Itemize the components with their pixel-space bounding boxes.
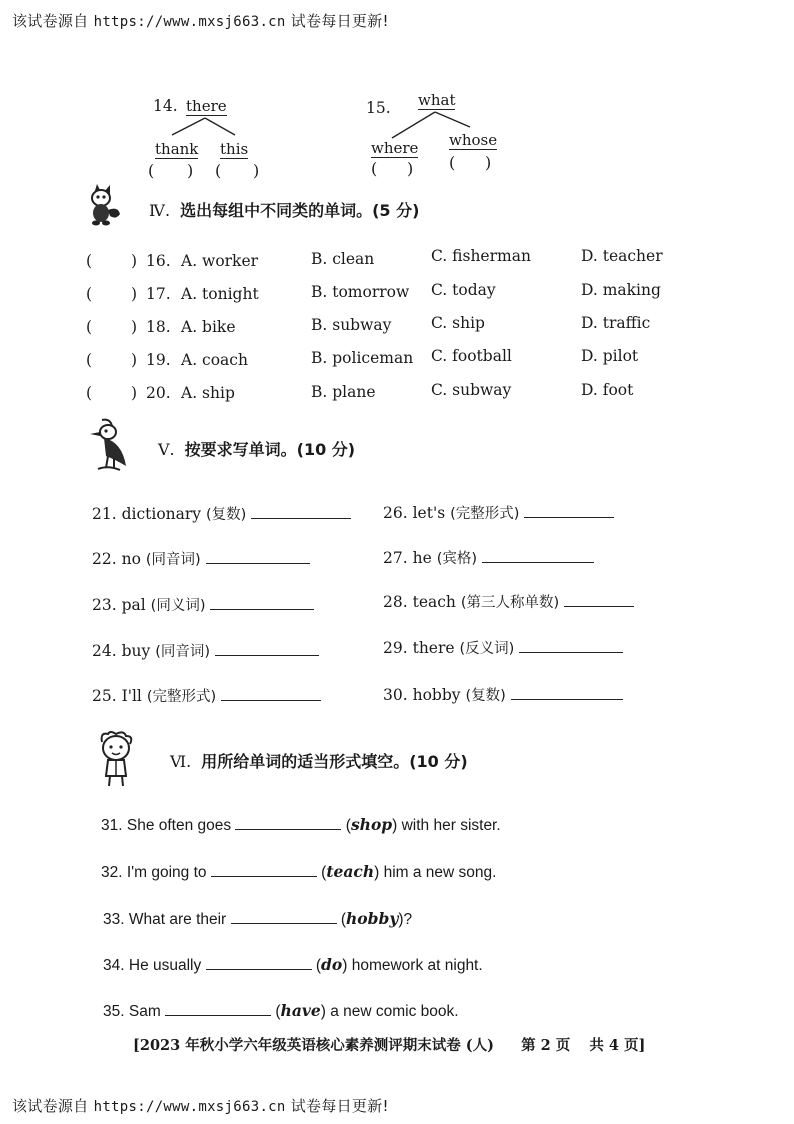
answer-paren-close: ) [131, 252, 138, 270]
section-number: Ⅴ. [158, 440, 175, 459]
question-number: 31. [101, 817, 123, 834]
word-hint: (完整形式) [450, 506, 520, 522]
section-5-heading [158, 437, 355, 460]
question-number: 19. [146, 351, 171, 369]
question-number: 33. [103, 911, 125, 928]
keyword-paren-open: ( [275, 1003, 281, 1020]
banner-prefix: 该试卷源自 [12, 1097, 89, 1115]
exam-title: [2023 年秋小学六年级英语核心素养测评期末试卷 (人) [133, 1037, 495, 1054]
sentence-before: Sam [128, 1003, 161, 1020]
tree-top-word: what [418, 91, 456, 109]
option-d: D. traffic [581, 314, 651, 332]
word-hint: (复数) [465, 688, 506, 704]
word-hint: (同义词) [150, 598, 206, 614]
answer-paren-open: ( [86, 285, 93, 303]
tree-top-word: there [186, 97, 227, 115]
answer-blank[interactable] [231, 909, 337, 924]
question-number: 28. [383, 593, 408, 611]
tree-left-word: where [371, 139, 419, 157]
sentence-after: homework at night. [351, 957, 483, 974]
keyword-paren-open: ( [315, 957, 322, 974]
question-number: 27. [383, 549, 408, 567]
option-b: B. subway [311, 316, 392, 334]
sentence-before: What are their [128, 911, 227, 928]
fill-item-33 [103, 909, 412, 929]
answer-paren-open: ( [86, 351, 93, 369]
word-hint: (同音词) [155, 644, 211, 660]
answer-blank[interactable] [165, 1001, 271, 1016]
word-item-27 [383, 547, 594, 568]
tree-right-word: whose [449, 131, 498, 149]
bottom-banner [12, 1095, 389, 1116]
section-number: Ⅳ. [149, 201, 171, 220]
tree-left-word: thank [155, 140, 199, 158]
option-d: D. pilot [581, 347, 639, 365]
question-number: 35. [103, 1003, 125, 1020]
option-c: C. fisherman [431, 247, 531, 265]
given-keyword: have [280, 1001, 321, 1020]
page-number: 第 2 页 [521, 1037, 571, 1054]
given-word: dictionary [121, 505, 202, 523]
word-item-22 [92, 548, 310, 569]
question-number: 16. [146, 252, 171, 270]
question-number: 18. [146, 318, 171, 336]
section-title: 选出每组中不同类的单词。(5 分) [180, 201, 420, 220]
fill-item-31 [101, 815, 501, 835]
sentence-before: I'm going to [126, 864, 207, 881]
option-a: A. bike [181, 318, 236, 336]
word-hint: (复数) [206, 507, 247, 523]
answer-blank[interactable] [211, 862, 317, 877]
given-word: let's [412, 504, 446, 522]
question-number: 29. [383, 639, 408, 657]
answer-paren-open: ( [148, 161, 155, 180]
cartoon-child-icon [96, 730, 140, 790]
tree-right-word: this [220, 140, 249, 158]
option-c: C. ship [431, 314, 485, 332]
question-number: 32. [101, 864, 123, 881]
answer-blank[interactable] [511, 685, 623, 700]
cartoon-bird-icon [88, 416, 132, 474]
question-number: 24. [92, 642, 117, 660]
keyword-paren-close: ) [320, 1003, 326, 1020]
answer-paren-open: ( [371, 159, 378, 178]
given-keyword: teach [326, 862, 375, 881]
sentence-after: him a new song. [383, 864, 497, 881]
word-hint: (完整形式) [146, 689, 217, 705]
word-hint: (宾格) [436, 551, 478, 567]
sentence-after: with her sister. [401, 817, 501, 834]
section-number: Ⅵ. [170, 752, 192, 771]
cartoon-cat-icon [86, 182, 122, 228]
answer-blank[interactable] [221, 686, 321, 701]
page-total: 共 4 页] [589, 1037, 646, 1054]
option-b: B. tomorrow [311, 283, 410, 301]
answer-paren-close: ) [407, 159, 414, 178]
given-word: I'll [121, 687, 142, 705]
answer-blank[interactable] [564, 592, 634, 607]
banner-prefix: 该试卷源自 [12, 12, 89, 30]
question-number: 22. [92, 550, 117, 568]
given-word: teach [412, 593, 456, 611]
given-word: buy [121, 642, 151, 660]
banner-suffix: 试卷每日更新! [290, 12, 389, 30]
answer-blank[interactable] [482, 548, 594, 563]
keyword-paren-close: ) [392, 817, 398, 834]
sentence-after: ? [403, 911, 413, 928]
section-title: 按要求写单词。(10 分) [184, 440, 356, 459]
answer-blank[interactable] [206, 955, 312, 970]
option-d: D. making [581, 281, 661, 299]
given-word: hobby [412, 686, 461, 704]
given-keyword: do [321, 955, 343, 974]
answer-blank[interactable] [235, 815, 341, 830]
question-number: 34. [103, 957, 125, 974]
word-item-25 [92, 685, 321, 706]
banner-suffix: 试卷每日更新! [290, 1097, 389, 1115]
option-c: C. subway [431, 381, 512, 399]
answer-blank[interactable] [524, 503, 614, 518]
sentence-after: a new comic book. [330, 1003, 459, 1020]
answer-paren-close: ) [131, 318, 138, 336]
answer-blank[interactable] [519, 638, 623, 653]
sentence-before: He usually [128, 957, 202, 974]
answer-paren-open: ( [86, 384, 93, 402]
given-word: pal [121, 596, 146, 614]
keyword-paren-open: ( [340, 911, 347, 928]
question-number: 20. [146, 384, 171, 402]
section-title: 用所给单词的适当形式填空。(10 分) [201, 752, 468, 771]
word-item-29 [383, 637, 623, 658]
page-footer [133, 1034, 645, 1055]
question-number: 23. [92, 596, 117, 614]
given-word: he [412, 549, 432, 567]
word-item-26 [383, 502, 614, 523]
answer-blank[interactable] [215, 641, 319, 656]
question-number: 17. [146, 285, 171, 303]
given-word: there [412, 639, 455, 657]
keyword-paren-close: ) [398, 911, 404, 928]
question-number: 26. [383, 504, 408, 522]
option-a: A. tonight [181, 285, 259, 303]
answer-paren-close: ) [131, 384, 138, 402]
question-number: 14. [153, 97, 178, 115]
word-item-24 [92, 640, 319, 661]
fill-item-34 [103, 955, 483, 975]
given-keyword: shop [350, 815, 393, 834]
question-number: 30. [383, 686, 408, 704]
answer-blank[interactable] [251, 504, 351, 519]
answer-paren-open: ( [215, 161, 222, 180]
question-number: 21. [92, 505, 117, 523]
word-hint: (反义词) [459, 641, 515, 657]
banner-url[interactable]: https://www.mxsj663.cn [93, 1099, 286, 1115]
answer-paren-open: ( [449, 153, 456, 172]
word-hint: (同音词) [145, 552, 201, 568]
answer-paren-close: ) [131, 285, 138, 303]
given-keyword: hobby [346, 909, 399, 928]
option-b: B. plane [311, 383, 376, 401]
sentence-before: She often goes [126, 817, 232, 834]
option-c: C. football [431, 347, 512, 365]
option-a: A. worker [181, 252, 259, 270]
word-hint: (第三人称单数) [460, 595, 560, 611]
option-d: D. teacher [581, 247, 663, 265]
question-number: 15. [366, 99, 391, 117]
answer-paren-open: ( [86, 318, 93, 336]
section-4-heading [149, 198, 419, 221]
option-b: B. policeman [311, 349, 414, 367]
answer-paren-close: ) [131, 351, 138, 369]
banner-url[interactable]: https://www.mxsj663.cn [93, 14, 286, 30]
answer-paren-open: ( [86, 252, 93, 270]
keyword-paren-close: ) [342, 957, 348, 974]
section-6-heading [170, 749, 468, 772]
fill-item-35 [103, 1001, 459, 1021]
question-number: 25. [92, 687, 117, 705]
answer-paren-close: ) [253, 161, 260, 180]
answer-blank[interactable] [206, 549, 310, 564]
word-item-30 [383, 684, 623, 705]
keyword-paren-open: ( [321, 864, 327, 881]
option-c: C. today [431, 281, 496, 299]
word-item-21 [92, 503, 351, 524]
word-item-28 [383, 591, 634, 612]
fill-item-32 [101, 862, 496, 882]
keyword-paren-close: ) [374, 864, 380, 881]
keyword-paren-open: ( [345, 817, 351, 834]
answer-paren-close: ) [187, 161, 194, 180]
answer-paren-close: ) [485, 153, 492, 172]
option-b: B. clean [311, 250, 375, 268]
option-a: A. ship [181, 384, 235, 402]
word-item-23 [92, 594, 314, 615]
answer-blank[interactable] [210, 595, 314, 610]
option-a: A. coach [181, 351, 248, 369]
option-d: D. foot [581, 381, 634, 399]
given-word: no [121, 550, 141, 568]
